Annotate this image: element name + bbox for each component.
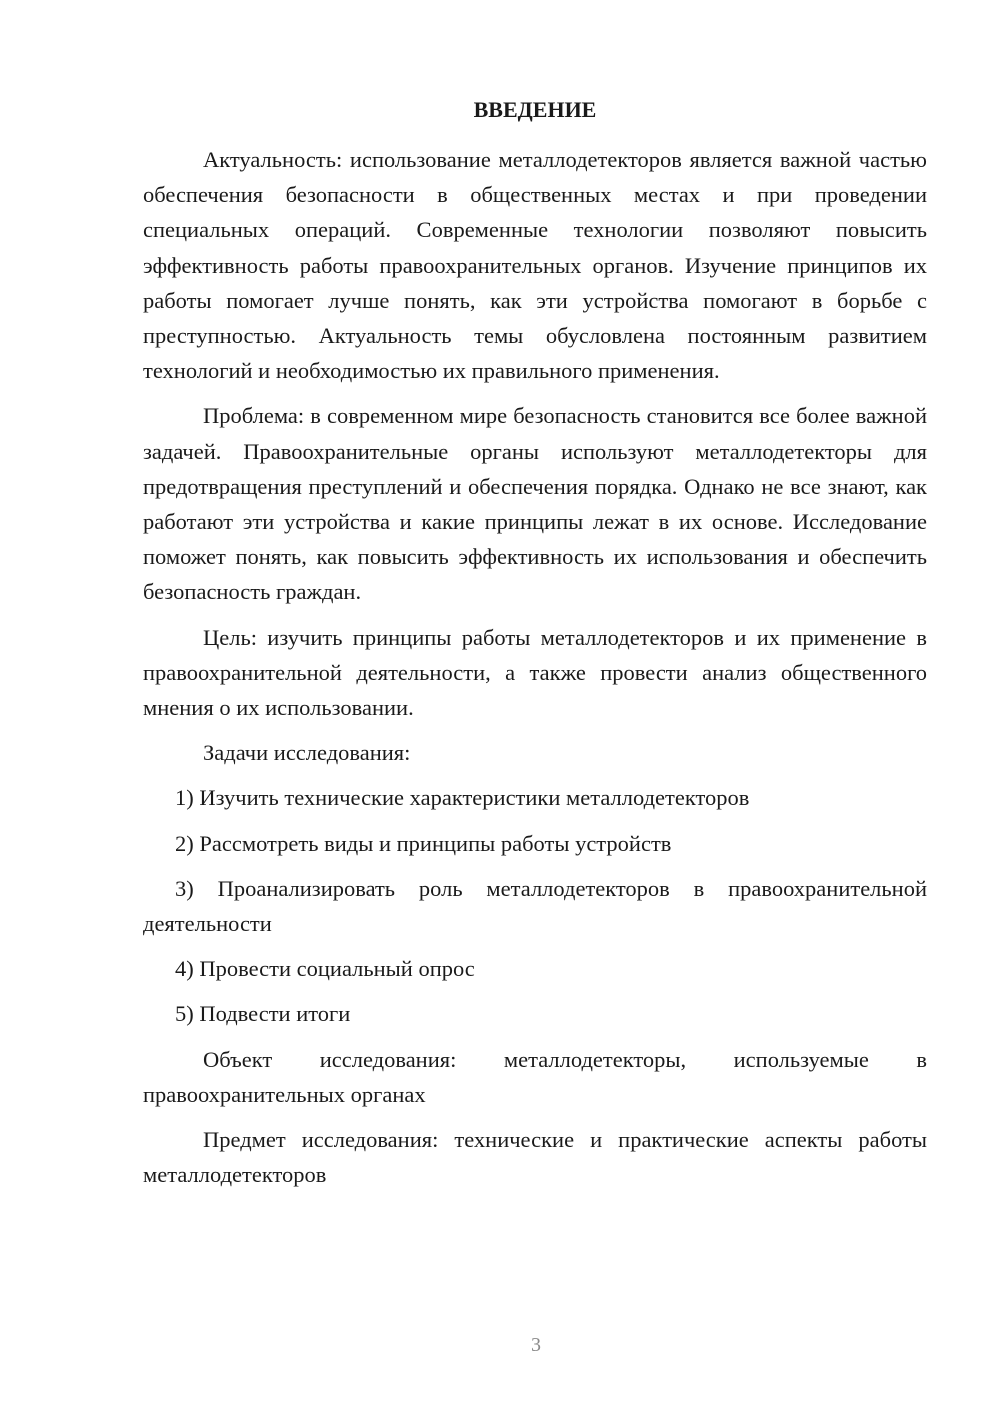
document-body	[143, 94, 927, 1202]
object-paragraph: Объект исследования: металлодетекторы, используемые в правоохранительных органах	[143, 1046, 927, 1107]
problem-paragraph: Проблема: в современном мире безопасность становится все более важной задачей. Правоохранительные органы используют металлодетекторы для предотвращения преступлений и обеспечения порядка. Однако не все знают, как работают эти устройства и какие принципы лежат в их основе. Исследование поможет понять, как повысить эффективность их использования и обеспечить безопасность граждан.	[143, 403, 927, 605]
page-number: 3	[531, 1334, 541, 1356]
subject-paragraph: Предмет исследования: технические и практические аспекты работы металлодетекторов	[143, 1127, 927, 1188]
list-item: 1) Изучить технические характеристики металлодетекторов	[175, 785, 750, 811]
relevance-paragraph: Актуальность: использование металлодетекторов является важной частью обеспечения безопасности в общественных местах и при проведении специальных операций. Современные технологии позволяют повысить эффективность работы правоохранительных органов. Изучение принципов их работы помогает лучше понять, как эти устройства помогают в борьбе с преступностью. Актуальность темы обусловлена постоянным развитием технологий и необходимостью их правильного применения.	[143, 147, 927, 384]
list-item: 4) Провести социальный опрос	[175, 956, 475, 982]
list-item: 2) Рассмотреть виды и принципы работы устройств	[175, 830, 672, 856]
page-title: ВВЕДЕНИЕ	[473, 97, 597, 122]
tasks-heading: Задачи исследования:	[203, 740, 411, 766]
list-item: 3) Проанализировать роль металлодетекторов в правоохранительной деятельности	[143, 875, 927, 937]
goal-paragraph: Цель: изучить принципы работы металлодетекторов и их применение в правоохранительной деятельности, а также провести анализ общественного мнения о их использовании.	[143, 624, 927, 721]
tasks-list	[143, 780, 927, 1031]
list-item: 5) Подвести итоги	[175, 1001, 351, 1027]
